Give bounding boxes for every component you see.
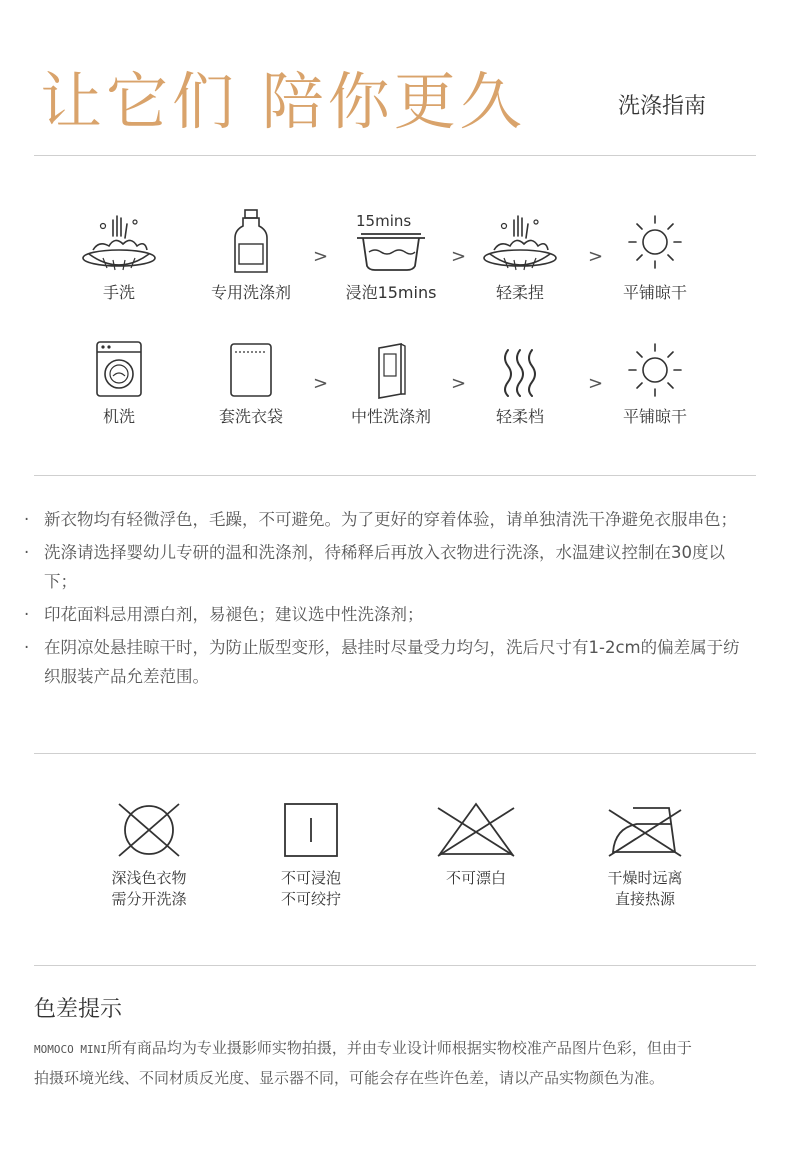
arrow-icon: > <box>451 373 467 394</box>
divider <box>34 753 756 754</box>
gentle-squeeze-icon <box>480 206 560 276</box>
note-item <box>24 505 754 534</box>
color-notice-title: 色差提示 <box>34 997 123 1022</box>
step-label: 平铺晾干 <box>622 407 687 426</box>
step-detergent <box>196 206 306 303</box>
care-no-iron <box>580 800 710 910</box>
page-title: 让它们 陪你更久 <box>40 65 526 138</box>
care-label <box>246 868 376 910</box>
step-label: 套洗衣袋 <box>218 407 283 426</box>
note-text: 新衣物均有轻微浮色，毛躁，不可避免。为了更好的穿着体验，请单独清洗干净避免衣服串色； <box>44 510 737 529</box>
care-label <box>580 868 710 910</box>
step-label: 专用洗涤剂 <box>210 283 291 302</box>
no-soak-no-wring-icon <box>273 800 349 860</box>
care-label <box>84 868 214 910</box>
step-gentle-squeeze <box>465 206 575 303</box>
step-neutral-detergent <box>336 336 446 427</box>
no-iron-icon <box>603 800 687 860</box>
note-item <box>24 633 754 691</box>
care-label-line: 干燥时远离 <box>607 869 683 887</box>
detergent-bottle-icon <box>211 206 291 276</box>
care-no-mix-wash <box>84 800 214 910</box>
care-label-line: 不可浸泡 <box>280 869 341 887</box>
no-mix-wash-icon <box>111 800 187 860</box>
care-no-soak <box>246 800 376 910</box>
step-hand-wash <box>64 206 174 303</box>
disclaimer-body: 所有商品均为专业摄影师实物拍摄，并由专业设计师根据实物校准产品图片色彩，但由于拍摄环境光线、不同材质反光度、显示器不同，可能会存在些许色差，请以产品实物颜色为准。 <box>34 1039 692 1087</box>
color-notice-text <box>34 1034 694 1092</box>
note-text: 洗涤请选择婴幼儿专研的温和洗涤剂，待稀释后再放入衣物进行洗涤，水温建议控制在30度以下； <box>44 543 725 591</box>
step-soak <box>336 206 446 303</box>
step-label: 手洗 <box>102 283 135 302</box>
note-text: 在阴凉处悬挂晾干时，为防止版型变形，悬挂时尽量受力均匀，洗后尺寸有1-2cm的偏差属于纺织服装产品允差范围。 <box>44 638 740 686</box>
bullet: · <box>24 605 30 624</box>
bullet: · <box>24 510 30 529</box>
care-label-line: 需分开洗涤 <box>111 890 187 908</box>
divider <box>34 155 756 156</box>
step-label: 轻柔捏 <box>495 283 544 302</box>
gentle-cycle-icon <box>480 336 560 400</box>
laundry-bag-icon <box>211 336 291 400</box>
note-item <box>24 600 754 629</box>
step-laundry-bag <box>196 336 306 427</box>
step-label: 浸泡15mins <box>345 283 437 302</box>
arrow-icon: > <box>588 373 604 394</box>
washing-machine-icon <box>79 336 159 400</box>
hand-wash-icon <box>79 206 159 276</box>
neutral-detergent-icon <box>351 336 431 400</box>
divider <box>34 965 756 966</box>
care-label-line: 不可漂白 <box>445 869 506 887</box>
step-label: 轻柔档 <box>495 407 544 426</box>
brand-name: MOMOCO MINI <box>34 1043 107 1056</box>
sun-icon <box>615 206 695 276</box>
no-bleach-icon <box>434 800 518 860</box>
step-label: 平铺晾干 <box>622 283 687 302</box>
bullet: · <box>24 638 30 657</box>
step-gentle-cycle <box>465 336 575 427</box>
step-dry-flat <box>600 206 710 303</box>
arrow-icon: > <box>313 373 329 394</box>
care-notes <box>24 505 754 695</box>
care-label-line: 直接热源 <box>614 890 675 908</box>
bullet: · <box>24 543 30 562</box>
step-label: 机洗 <box>102 407 135 426</box>
arrow-icon: > <box>588 246 604 267</box>
arrow-icon: > <box>451 246 467 267</box>
note-item <box>24 538 754 596</box>
step-machine-wash <box>64 336 174 427</box>
divider <box>34 475 756 476</box>
care-label <box>411 868 541 889</box>
care-no-bleach <box>411 800 541 889</box>
page-subtitle: 洗涤指南 <box>618 94 707 119</box>
step-dry-flat <box>600 336 710 427</box>
care-label-line: 不可绞拧 <box>280 890 341 908</box>
sun-icon <box>615 336 695 400</box>
timer-label: 15mins <box>356 212 412 230</box>
note-text: 印花面料忌用漂白剂，易褪色；建议选中性洗涤剂； <box>44 605 424 624</box>
care-label-line: 深浅色衣物 <box>111 869 187 887</box>
arrow-icon: > <box>313 246 329 267</box>
step-label: 中性洗涤剂 <box>350 407 431 426</box>
